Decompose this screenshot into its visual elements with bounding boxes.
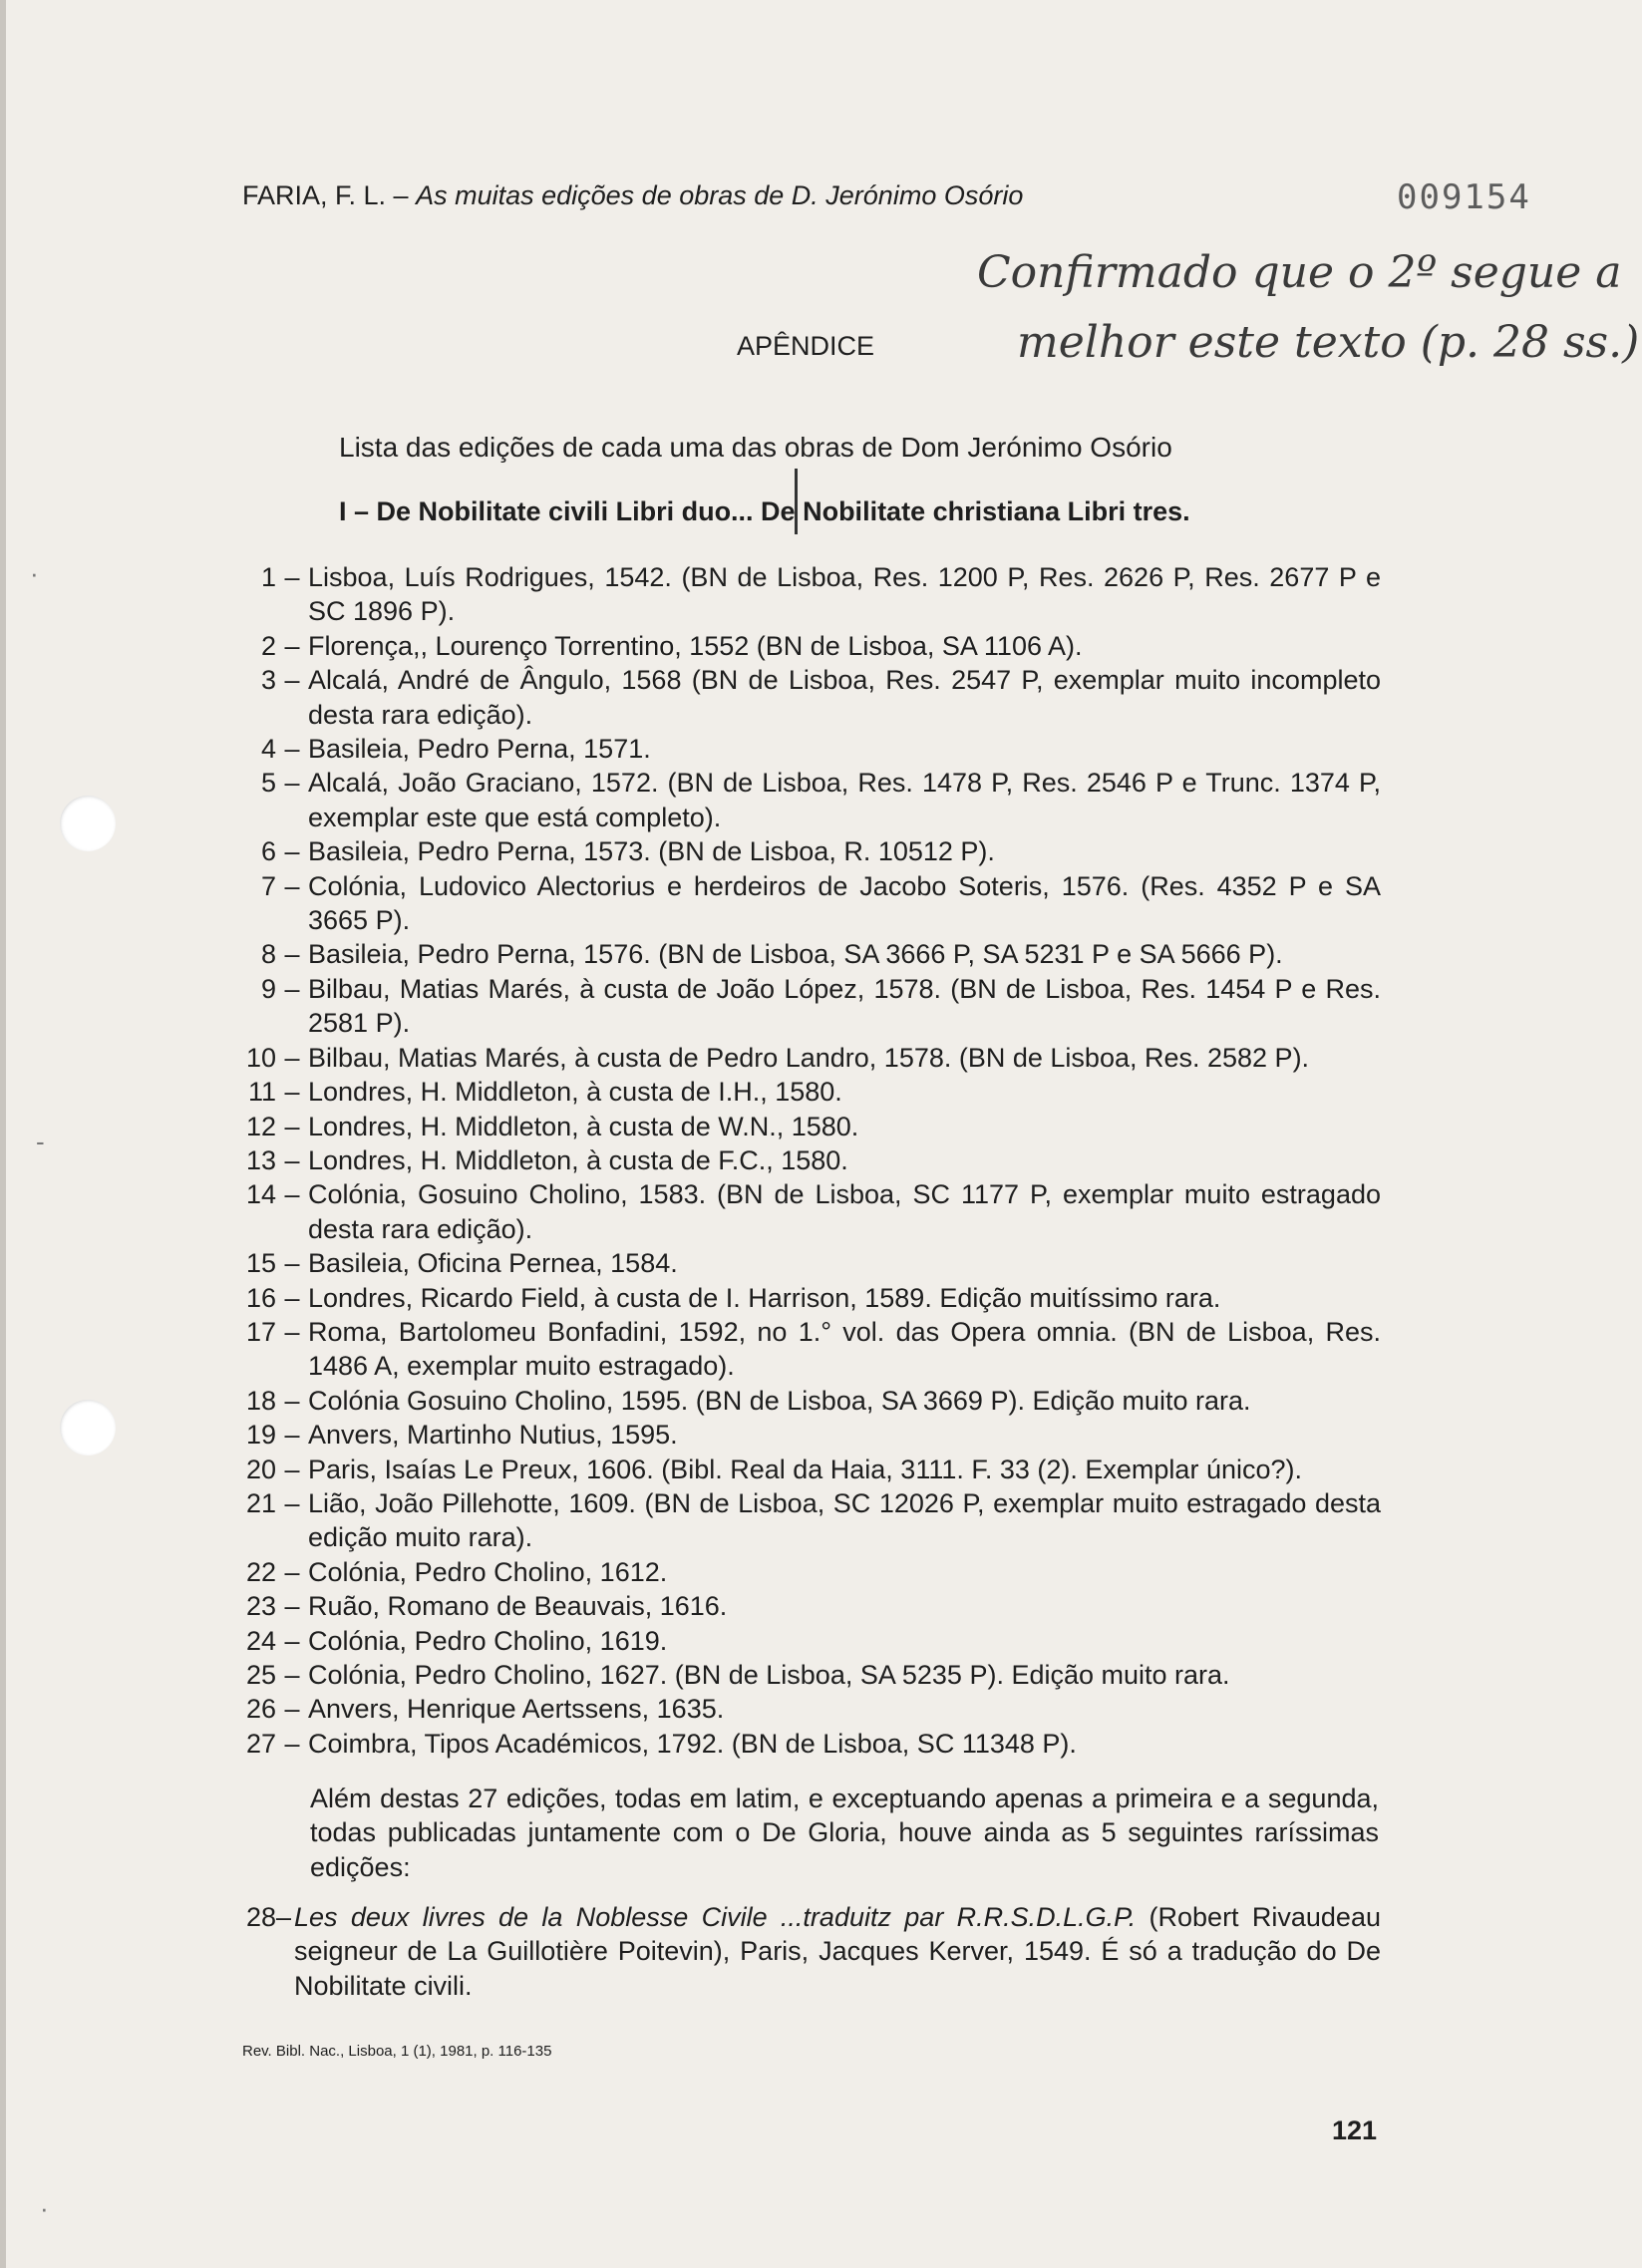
entry-number: 20 [245, 1454, 276, 1484]
entry-text: Alcalá, André de Ângulo, 1568 (BN de Lisboa, Res. 2547 P, exemplar muito incompleto desta rara edição). [308, 665, 1381, 730]
entry-number: 1 [260, 562, 276, 592]
entry-text: Colónia, Pedro Cholino, 1612. [308, 1556, 668, 1587]
entry-number: 7 [260, 870, 276, 901]
appendix-heading: APÊNDICE [737, 331, 875, 361]
entry-number: 10 [245, 1042, 276, 1073]
entry-text: Colónia Gosuino Cholino, 1595. (BN de Lisboa, SA 3669 P). Edição muito rara. [308, 1385, 1251, 1416]
entry-text: Colónia, Pedro Cholino, 1627. (BN de Lisboa, SA 5235 P). Edição muito rara. [308, 1660, 1230, 1690]
entry-text: Lião, João Pillehotte, 1609. (BN de Lisboa, SC 12026 P, exemplar muito estragado desta edição muito rara). [308, 1487, 1381, 1553]
list-item: 8 – Basileia, Pedro Perna, 1576. (BN de Lisboa, SA 3666 P, SA 5231 P e SA 5666 P). [234, 937, 1381, 971]
list-item: 19 – Anvers, Martinho Nutius, 1595. [234, 1418, 1381, 1452]
page-edge [0, 0, 6, 2268]
entry-text: Basileia, Oficina Pernea, 1584. [308, 1248, 678, 1279]
citation-footer: Rev. Bibl. Nac., Lisboa, 1 (1), 1981, p. 116-135 [242, 2043, 552, 2060]
entry-number: 26 [245, 1694, 276, 1725]
list-item: 12 – Londres, H. Middleton, à custa de W.N., 1580. [234, 1110, 1381, 1143]
list-item: 15 – Basileia, Oficina Pernea, 1584. [234, 1246, 1381, 1280]
list-item: 4 – Basileia, Pedro Perna, 1571. [234, 732, 1381, 766]
entry-number: 6 [260, 836, 276, 867]
entry-text: Colónia, Gosuino Cholino, 1583. (BN de Lisboa, SC 1177 P, exemplar muito estragado desta rara edição). [308, 1179, 1381, 1244]
entry-text: Londres, H. Middleton, à custa de I.H., 1580. [308, 1077, 842, 1108]
entry-number: 8 [260, 939, 276, 970]
list-item: 13 – Londres, H. Middleton, à custa de F.C., 1580. [234, 1143, 1381, 1177]
entry-text [294, 1900, 1381, 2003]
list-item: 3 – Alcalá, André de Ângulo, 1568 (BN de Lisboa, Res. 2547 P, exemplar muito incompleto desta rara edição). [234, 663, 1381, 732]
margin-mark: · [30, 558, 39, 588]
entry-text: Ruão, Romano de Beauvais, 1616. [308, 1591, 728, 1622]
closing-paragraph: Além destas 27 edições, todas em latim, e exceptuando apenas a primeira e a segunda, todas publicadas juntamente com o De Gloria, houve ainda as 5 seguintes raríssimas edições: [310, 1783, 1379, 1882]
entry-28-title: Les deux livres de la Noblesse Civile ...traduitz par R.R.S.D.L.G.P. [294, 1902, 1137, 1932]
list-item: 26 – Anvers, Henrique Aertssens, 1635. [234, 1692, 1381, 1726]
appendix-subtitle: Lista das edições de cada uma das obras de Dom Jerónimo Osório [339, 432, 1172, 463]
margin-mark: - [36, 1127, 45, 1156]
entry-number: 23 [245, 1591, 276, 1622]
entry-number: 27 [245, 1728, 276, 1759]
entry-text: Basileia, Pedro Perna, 1571. [308, 734, 651, 765]
entry-text: Bilbau, Matias Marés, à custa de Pedro Landro, 1578. (BN de Lisboa, Res. 2582 P). [308, 1042, 1310, 1073]
list-item: 1 – Lisboa, Luís Rodrigues, 1542. (BN de Lisboa, Res. 1200 P, Res. 2626 P, Res. 2677 P e SC 1896 P). [234, 560, 1381, 629]
entry-text: Anvers, Martinho Nutius, 1595. [308, 1420, 678, 1451]
list-item: 24 – Colónia, Pedro Cholino, 1619. [234, 1624, 1381, 1658]
list-item: 2 – Florença,, Lourenço Torrentino, 1552 (BN de Lisboa, SA 1106 A). [234, 629, 1381, 663]
entry-number: 21 [245, 1487, 276, 1518]
margin-mark: · [40, 2193, 49, 2223]
entry-text: Londres, Ricardo Field, à custa de I. Harrison, 1589. Edição muitíssimo rara. [308, 1282, 1221, 1313]
list-item: 10 – Bilbau, Matias Marés, à custa de Pedro Landro, 1578. (BN de Lisboa, Res. 2582 P). [234, 1041, 1381, 1075]
entry-text: Basileia, Pedro Perna, 1576. (BN de Lisboa, SA 3666 P, SA 5231 P e SA 5666 P). [308, 939, 1283, 970]
entry-text: Londres, H. Middleton, à custa de F.C., 1580. [308, 1144, 848, 1175]
list-item: 9 – Bilbau, Matias Marés, à custa de João López, 1578. (BN de Lisboa, Res. 1454 P e Res. 2581 P). [234, 972, 1381, 1041]
archive-stamp-number: 009154 [1397, 177, 1531, 217]
entry-number: 18 [245, 1385, 276, 1416]
list-item: 11 – Londres, H. Middleton, à custa de I.H., 1580. [234, 1075, 1381, 1109]
list-item: 25 – Colónia, Pedro Cholino, 1627. (BN de Lisboa, SA 5235 P). Edição muito rara. [234, 1658, 1381, 1692]
entry-text: Roma, Bartolomeu Bonfadini, 1592, no 1.° vol. das Opera omnia. (BN de Lisboa, Res. 1486 A, exemplar muito estragado). [308, 1316, 1381, 1382]
entry-text: Londres, H. Middleton, à custa de W.N., 1580. [308, 1111, 859, 1141]
entry-number: 22 [245, 1556, 276, 1587]
handwritten-line-1: Confirmado que o 2º segue a [977, 247, 1622, 298]
list-item: 18 – Colónia Gosuino Cholino, 1595. (BN de Lisboa, SA 3669 P). Edição muito rara. [234, 1384, 1381, 1418]
entry-text: Paris, Isaías Le Preux, 1606. (Bibl. Real da Haia, 3111. F. 33 (2). Exemplar único?). [308, 1454, 1302, 1484]
handwritten-annotation [977, 237, 1640, 387]
header-title: As muitas edições de obras de D. Jerónimo Osório [416, 180, 1024, 210]
entry-number: 25 [245, 1660, 276, 1690]
list-item: 27 – Coimbra, Tipos Académicos, 1792. (BN de Lisboa, SC 11348 P). [234, 1727, 1381, 1761]
list-item: 22 – Colónia, Pedro Cholino, 1612. [234, 1555, 1381, 1589]
section-heading: I – De Nobilitate civili Libri duo... De Nobilitate christiana Libri tres. [339, 496, 1190, 526]
entry-number: 2 [260, 630, 276, 661]
entry-text: Coimbra, Tipos Académicos, 1792. (BN de Lisboa, SC 11348 P). [308, 1728, 1077, 1759]
entry-number: 13 [245, 1144, 276, 1175]
editions-list [234, 560, 1381, 1761]
entry-number: 5 [260, 768, 276, 799]
entry-text: Alcalá, João Graciano, 1572. (BN de Lisboa, Res. 1478 P, Res. 2546 P e Trunc. 1374 P, exemplar este que está completo). [308, 768, 1381, 832]
list-item: 17 – Roma, Bartolomeu Bonfadini, 1592, no 1.° vol. das Opera omnia. (BN de Lisboa, Res. 1486 A, exemplar muito estragado). [234, 1315, 1381, 1384]
entry-number: 17 [245, 1316, 276, 1347]
list-item: 16 – Londres, Ricardo Field, à custa de I. Harrison, 1589. Edição muitíssimo rara. [234, 1281, 1381, 1315]
punch-hole-top [60, 796, 116, 851]
entry-number: 15 [245, 1248, 276, 1279]
entry-text: Anvers, Henrique Aertssens, 1635. [308, 1694, 725, 1725]
entry-28-details: (Robert Rivaudeau seigneur de La Guillotière Poitevin), Paris, Jacques Kerver, 1549. É só a tradução do De Nobilitate civili. [294, 1902, 1381, 2001]
entry-text: Florença,, Lourenço Torrentino, 1552 (BN de Lisboa, SA 1106 A). [308, 630, 1083, 661]
entry-28: 28 – Les deux livres de la Noblesse Civile ...traduitz par R.R.S.D.L.G.P. (Robert Rivaudeau seigneur de La Guillotière Poitevin), Paris, Jacques Kerver, 1549. É só a tradução do De Nobilitate civili. [234, 1900, 1381, 2003]
handwritten-line-2: melhor este texto (p. 28 ss.) [1017, 317, 1640, 368]
list-item: 21 – Lião, João Pillehotte, 1609. (BN de Lisboa, SC 12026 P, exemplar muito estragado desta edição muito rara). [234, 1486, 1381, 1555]
entry-number: 3 [260, 665, 276, 696]
entry-number: 14 [245, 1179, 276, 1210]
list-item: 5 – Alcalá, João Graciano, 1572. (BN de Lisboa, Res. 1478 P, Res. 2546 P e Trunc. 1374 P, exemplar este que está completo). [234, 766, 1381, 834]
page-number: 121 [1332, 2115, 1378, 2145]
entry-number: 28 [245, 1902, 276, 1932]
entry-text: Basileia, Pedro Perna, 1573. (BN de Lisboa, R. 10512 P). [308, 836, 995, 867]
entry-number: 4 [260, 734, 276, 765]
entry-number: 9 [260, 973, 276, 1004]
list-item: 14 – Colónia, Gosuino Cholino, 1583. (BN de Lisboa, SC 1177 P, exemplar muito estragado desta rara edição). [234, 1177, 1381, 1246]
header-author: FARIA, F. L. – [242, 180, 409, 210]
entry-number: 16 [245, 1282, 276, 1313]
list-item: 20 – Paris, Isaías Le Preux, 1606. (Bibl. Real da Haia, 3111. F. 33 (2). Exemplar único?). [234, 1453, 1381, 1486]
list-item: 6 – Basileia, Pedro Perna, 1573. (BN de Lisboa, R. 10512 P). [234, 834, 1381, 868]
entry-number: 19 [245, 1420, 276, 1451]
punch-hole-bottom [60, 1400, 116, 1456]
entry-text: Colónia, Pedro Cholino, 1619. [308, 1625, 668, 1656]
entry-text: Bilbau, Matias Marés, à custa de João López, 1578. (BN de Lisboa, Res. 1454 P e Res. 2581 P). [308, 973, 1381, 1039]
list-item: 7 – Colónia, Ludovico Alectorius e herdeiros de Jacobo Soteris, 1576. (Res. 4352 P e SA 3665 P). [234, 869, 1381, 938]
list-item: 23 – Ruão, Romano de Beauvais, 1616. [234, 1589, 1381, 1623]
running-header [242, 180, 1023, 211]
entry-number: 11 [247, 1077, 276, 1108]
entry-text: Lisboa, Luís Rodrigues, 1542. (BN de Lisboa, Res. 1200 P, Res. 2626 P, Res. 2677 P e SC 1896 P). [308, 562, 1381, 627]
entry-text: Colónia, Ludovico Alectorius e herdeiros de Jacobo Soteris, 1576. (Res. 4352 P e SA 3665 P). [308, 870, 1381, 936]
entry-number: 24 [245, 1625, 276, 1656]
entry-number: 12 [245, 1111, 276, 1141]
